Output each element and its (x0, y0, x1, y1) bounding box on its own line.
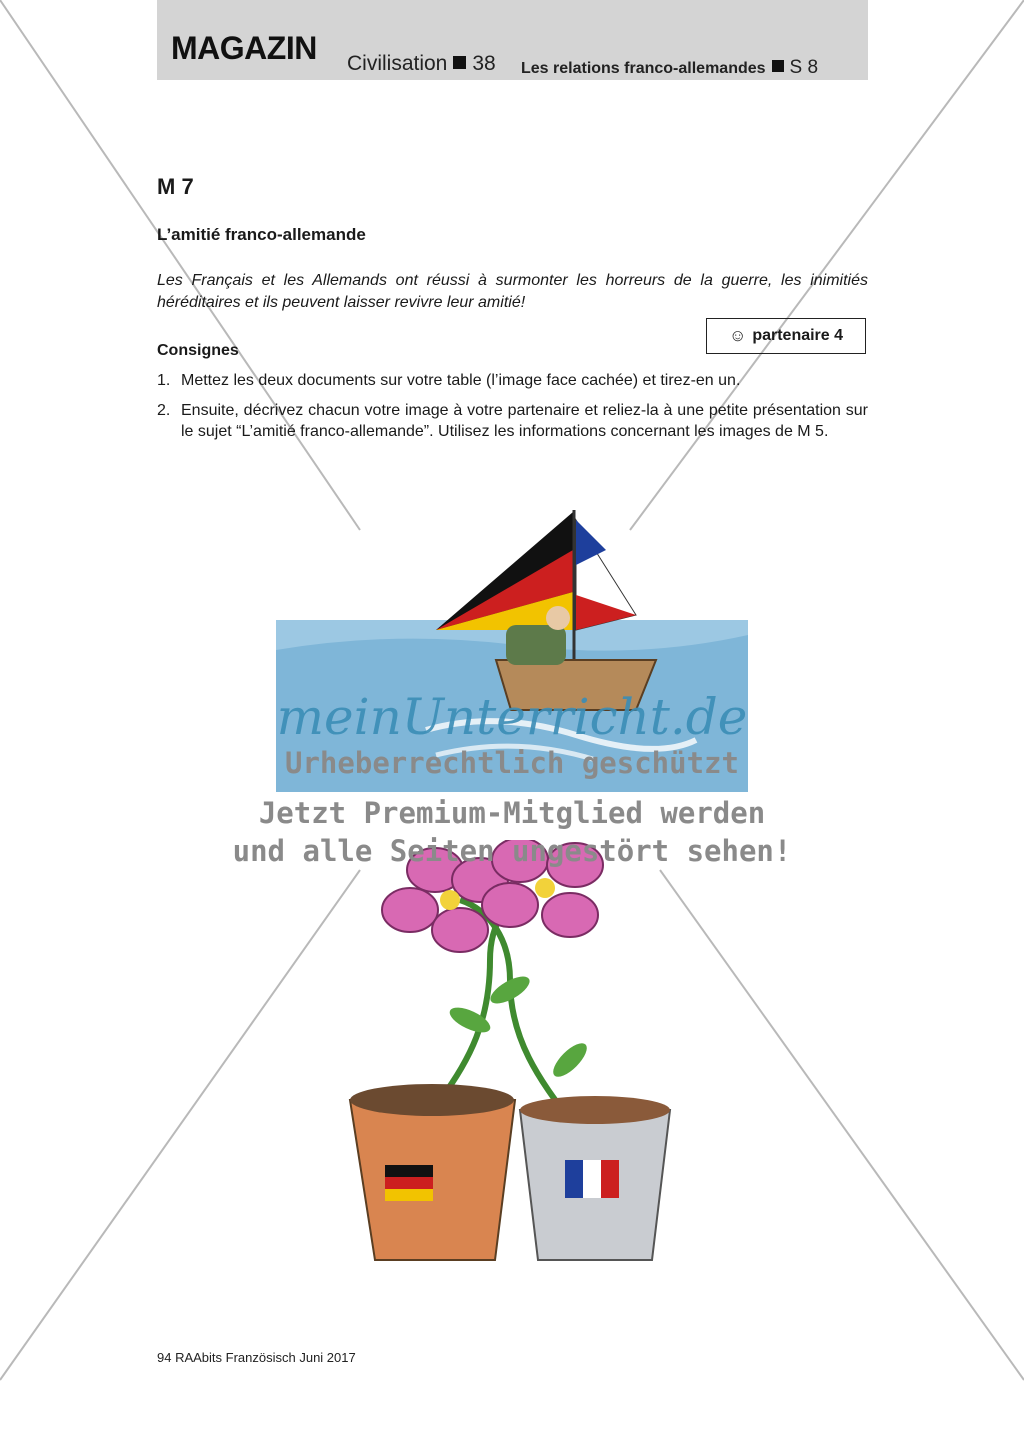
material-number: M 7 (157, 174, 194, 199)
topic-label: Les relations franco-allemandes (521, 60, 766, 77)
partner-badge (706, 318, 866, 354)
partner-badge-label: partenaire 4 (752, 327, 844, 344)
flower-pots-illustration (340, 840, 690, 1280)
watermark-premium-text: Jetzt Premium-Mitglied werden (258, 796, 766, 830)
square-bullet-icon (453, 56, 466, 69)
magazine-brand: MAGAZIN (171, 30, 317, 66)
page-footer: 94 RAAbits Französisch Juni 2017 (157, 1350, 356, 1365)
issue-number: 38 (472, 52, 496, 75)
square-bullet-icon (772, 60, 784, 72)
list-item-text: Ensuite, décrivez chacun votre image à votre partenaire et reliez-la à une petite présentation sur le sujet “L’amitié franco-allemande”. Utilisez les informations concernant les images de M 5. (181, 402, 868, 440)
smiley-icon: ☺ (728, 326, 747, 345)
list-item-number: 1. (157, 372, 171, 389)
list-item-text: Mettez les deux documents sur votre table (l’image face cachée) et tirez-en un. (181, 372, 741, 389)
list-item-number: 2. (157, 402, 171, 419)
list-item (157, 370, 868, 391)
category-label: Civilisation (347, 52, 448, 75)
instruction-list (157, 370, 868, 451)
intro-text: Les Français et les Allemands ont réussi à surmonter les horreurs de la guerre, les inimitiés héréditaires et ils peuvent laisser revivre leur amitié! (157, 272, 868, 311)
list-item (157, 400, 868, 442)
watermark-logo: meinUnterricht.de (276, 688, 748, 746)
watermark-copyright-text: Urheberrechtlich geschützt (285, 746, 739, 780)
material-title: L’amitié franco-allemande (157, 225, 366, 244)
page-header (157, 0, 868, 80)
section-number: S 8 (789, 57, 819, 78)
header-topic (521, 57, 818, 79)
consignes-heading: Consignes (157, 342, 239, 359)
watermark-pages-text: und alle Seiten ungestört sehen! (232, 834, 792, 868)
header-category (347, 52, 496, 76)
